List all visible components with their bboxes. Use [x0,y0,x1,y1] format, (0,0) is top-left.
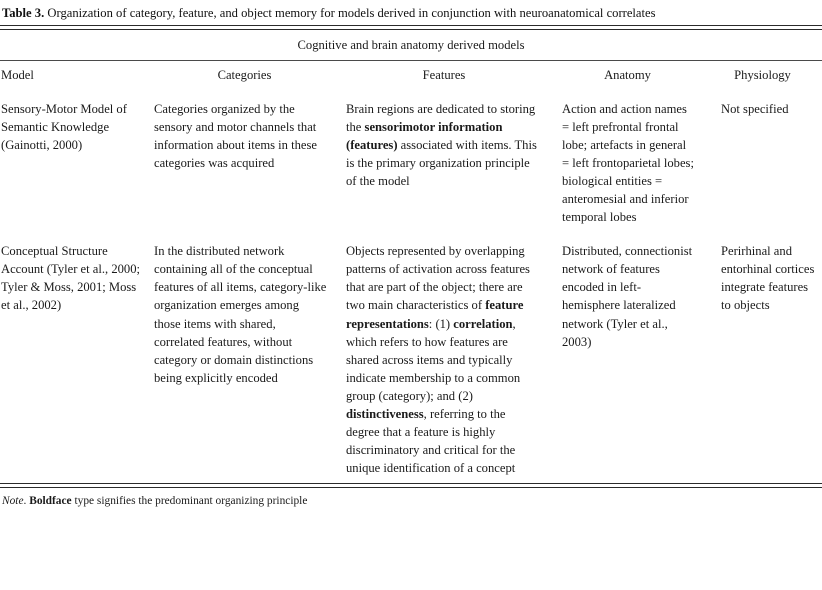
table-body [0,89,822,484]
table-note-label-suffix: . [23,494,30,507]
header-row [0,61,822,89]
cell-anatomy: Distributed, connectionist network of features encoded in left-hemisphere lateralized network (Tyler et al., 2003) [562,244,693,349]
column-header-features: Features [422,67,466,82]
table-caption-label: Table 3. [2,6,45,20]
table-note-bold-word: Boldface [29,494,72,507]
cell-anatomy: Action and action names = left prefrontal frontal lobe; artefacts in general = left frontoparietal lobes; biological entities = anteromesial and inferior temporal lobes [562,101,694,225]
column-header-physiology: Physiology [734,67,791,82]
data-table [0,61,822,484]
column-header-anatomy: Anatomy [604,67,651,82]
column-header-categories: Categories [217,67,272,82]
table-row [0,89,822,227]
cell-categories: Categories organized by the sensory and motor channels that information about items in these categories was acquired [154,101,317,170]
table-note-text: type signifies the predominant organizing principle [71,494,308,507]
cell-model: Sensory-Motor Model of Semantic Knowledge (Gainotti, 2000) [1,101,127,152]
spanner-header-label: Cognitive and brain anatomy derived models [297,37,525,52]
cell-physiology: Not specified [721,101,789,116]
table-row [0,226,822,483]
table-note [0,488,822,512]
emphasized-text: distinctiveness [346,407,424,421]
table-note-label: Note [2,494,24,507]
cell-model: Conceptual Structure Account (Tyler et al., 2000; Tyler & Moss, 2001; Moss et al., 2002) [1,244,141,313]
emphasized-text: correlation [453,316,513,331]
cell-physiology: Perirhinal and entorhinal cortices integrate features to objects [721,244,815,313]
emphasized-text: sensorimotor information (features) [346,119,503,152]
cell-features: Brain regions are dedicated to storing the sensorimotor information (features) associated with items. This is the primary organization principle of the model [346,101,537,188]
cell-features: Objects represented by overlapping patterns of activation across features that are part of the object; there are two main characteristics of feature representations: (1) correlation, which refers to how features are shared across items and typically indicate membership to a common group (category); and (2) distinctiveness, referring to the degree that a feature is highly discriminatory and critical for the unique identification of a concept [346,244,530,476]
emphasized-text: feature representations [346,298,524,331]
table-caption [0,0,822,25]
spanner-header [0,30,822,60]
column-header-model: Model [1,67,34,82]
table-caption-text: Organization of category, feature, and object memory for models derived in conjunction with neuroanatomical correlates [47,6,656,20]
table-head [0,61,822,89]
cell-categories: In the distributed network containing all of the conceptual features of all items, category-like organization emerges among those items with shared, correlated features, without category or domain distinctions being explicitly encoded [154,244,327,385]
